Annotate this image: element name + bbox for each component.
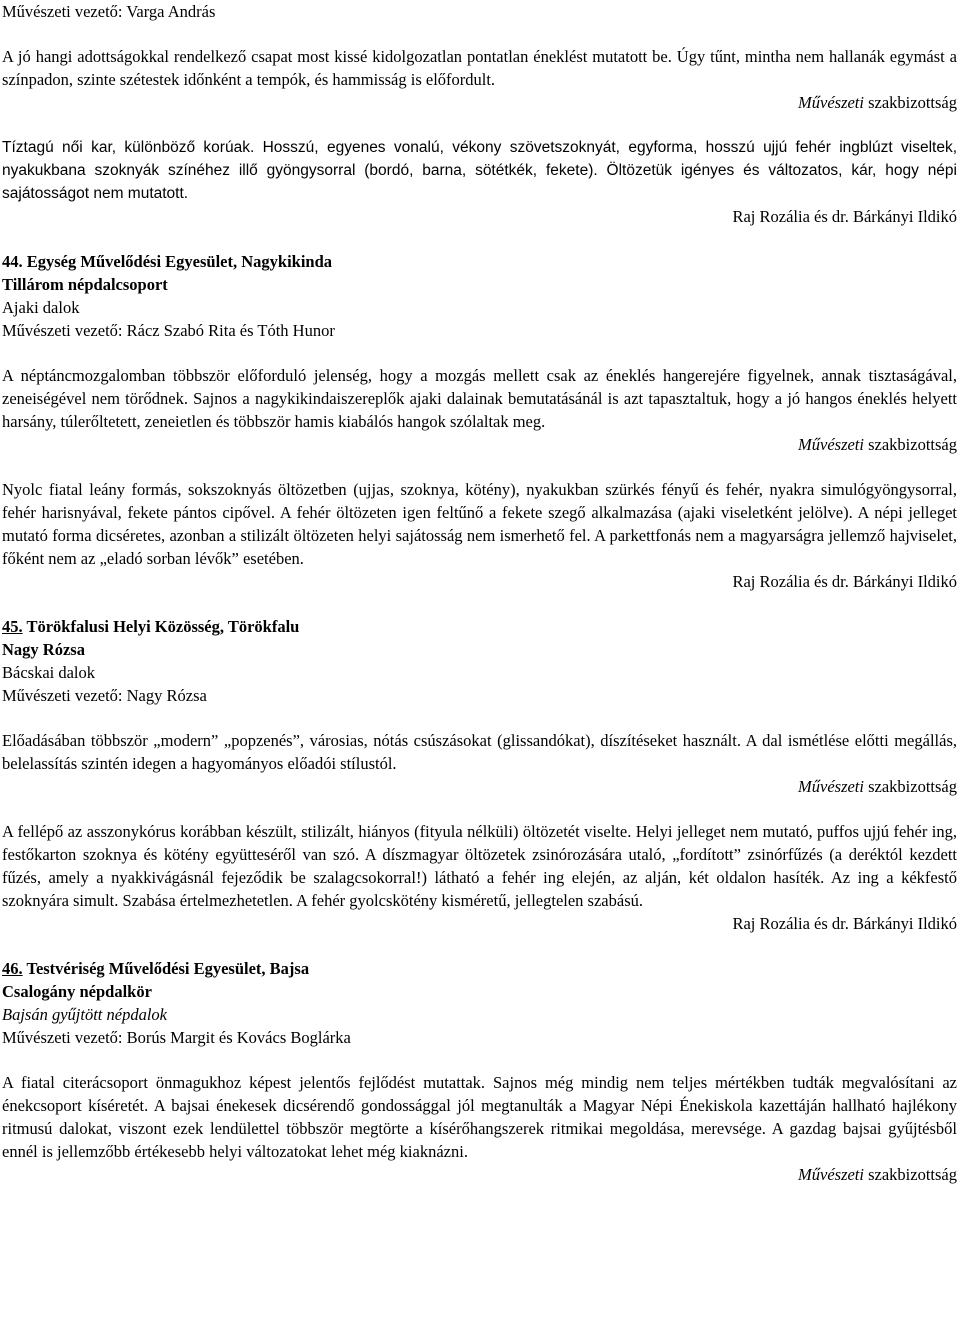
signature-rest: szakbizottság <box>863 777 957 796</box>
artistic-leader: Művészeti vezető: Varga András <box>2 2 216 21</box>
program-title: Ajaki dalok <box>2 298 80 317</box>
artistic-review: A jó hangi adottságokkal rendelkező csapat most kissé kidolgozatlan pontatlan éneklést mutatott be. Úgy tűnt, mintha nem hallanák egymást a színpadon, szinte szétestek időnként a tempók, és hammisság is előfordult. <box>2 47 957 89</box>
artistic-leader: Művészeti vezető: Rácz Szabó Rita és Tóth Hunor <box>2 321 335 340</box>
group-name: Csalogány népdalkör <box>2 982 152 1001</box>
section-heading <box>0 957 960 980</box>
signature-rest: szakbizottság <box>863 435 957 454</box>
artistic-leader: Művészeti vezető: Borús Margit és Kovács Boglárka <box>2 1028 351 1047</box>
section-title: Testvériség Művelődési Egyesület, Bajsa <box>22 959 310 978</box>
artistic-committee-signature <box>0 91 960 114</box>
signature-rest: szakbizottság <box>863 1165 957 1184</box>
signature-italic: Művészeti <box>798 777 864 796</box>
section-heading: 44. Egység Művelődési Egyesület, Nagykikinda <box>2 252 333 271</box>
costume-committee-signature: Raj Rozália és dr. Bárkányi Ildikó <box>732 207 957 226</box>
section-45 <box>0 615 960 935</box>
costume-committee-signature: Raj Rozália és dr. Bárkányi Ildikó <box>732 914 957 933</box>
costume-review: Tíztagú női kar, különböző korúak. Hosszú, egyenes vonalú, vékony szövetszoknyát, egyforma, hosszú ujjú fehér ingblúzt viseltek, nyakukbana szoknyák színéhez illő gyöngysorral (bordó, barna, sötétkék, fekete). Öltözetük igényes és változatos, kár, hogy népi sajátosságot nem mutatott. <box>2 139 957 202</box>
section-43 <box>0 0 960 228</box>
section-heading <box>0 615 960 638</box>
artistic-committee-signature <box>0 775 960 798</box>
costume-committee-signature: Raj Rozália és dr. Bárkányi Ildikó <box>732 572 957 591</box>
signature-italic: Művészeti <box>798 435 864 454</box>
artistic-review: Előadásában többször „modern” „popzenés”, városias, nótás csúszásokat (glissandókat), díszítéseket használt. A dal ismétlése előtti megállás, belelassítás szintén idegen a hagyományos előadói stílustól. <box>2 731 957 773</box>
section-number: 45. <box>2 617 23 636</box>
group-name: Nagy Rózsa <box>2 640 85 659</box>
program-title: Bajsán gyűjtött népdalok <box>2 1005 167 1024</box>
artistic-review: A néptáncmozgalomban többször előforduló jelenség, hogy a mozgás mellett csak az éneklés hangerejére figyelnek, annak tisztaságával, zeneiségével nem törődnek. Sajnos a nagykikindaiszereplők ajaki dalainak bemutatásánál is azt tapasztaltuk, hogy a jó hangos éneklés helyett harsány, túlerőltetett, zeneietlen és többször hamis kiabálós hangok szólaltak meg. <box>2 366 957 431</box>
artistic-committee-signature <box>0 433 960 456</box>
artistic-committee-signature <box>0 1163 960 1186</box>
signature-italic: Művészeti <box>798 1165 864 1184</box>
group-name: Tillárom népdalcsoport <box>2 275 168 294</box>
section-44 <box>0 250 960 593</box>
section-title: Törökfalusi Helyi Közösség, Törökfalu <box>22 617 300 636</box>
program-title: Bácskai dalok <box>2 663 96 682</box>
costume-review: A fellépő az asszonykórus korábban készült, stilizált, hiányos (fityula nélküli) öltözetét viselte. Helyi jelleget nem mutató, puffos ujjú fehér ing, festőkarton szoknya és kötény együtteséről van szó. A díszmagyar öltözetek zsinórozására utaló, „fordított” zsinórfűzés (a deréktól kezdett fűzés, amely a nyakkivágásnál fejeződik be szalagcsokorral!) látható a fehér ing elején, az alján, két oldalon hasíték. Az ing a kékfestő szoknyára simult. Szabása értelmezhetetlen. A fehér gyolcskötény kisméretű, jellegtelen szabású. <box>2 822 957 910</box>
artistic-leader: Művészeti vezető: Nagy Rózsa <box>2 686 207 705</box>
section-number: 46. <box>2 959 23 978</box>
signature-rest: szakbizottság <box>863 93 957 112</box>
signature-italic: Művészeti <box>798 93 864 112</box>
section-46 <box>0 957 960 1186</box>
costume-review: Nyolc fiatal leány formás, sokszoknyás öltözetben (ujjas, szoknya, kötény), nyakukban szürkés fényű és fehér, nyakra simulógyöngysorral, fehér harisnyával, fekete pántos cipővel. A fehér öltözeten igen feltűnő a fekete szegő alkalmazása (ajaki viseletként jelölve). A népi jelleget mutató forma dicséretes, azonban a stilizált öltözeten helyi sajátosság nem ismerhető fel. A parkettfonás nem a magyarságra jellemző hajviselet, főként nem az „eladó sorban lévők” esetében. <box>2 480 957 568</box>
artistic-review: A fiatal citerácsoport önmagukhoz képest jelentős fejlődést mutattak. Sajnos még mindig nem teljes mértékben tudták megvalósítani az énekcsoport kíséretét. A bajsai énekesek dicsérendő gondossággal jól megtanulták a Magyar Népi Énekiskola kazettáján hallható hajlékony ritmusú dalokat, viszont ezek lendülettel többször megtörte a kísérőhangszerek ritmikai megoldása, merevsége. A gazdag bajsai gyűjtésből ennél is jellemzőbb értékesebb helyi változatokat lehet még kiaknázni. <box>2 1073 957 1161</box>
